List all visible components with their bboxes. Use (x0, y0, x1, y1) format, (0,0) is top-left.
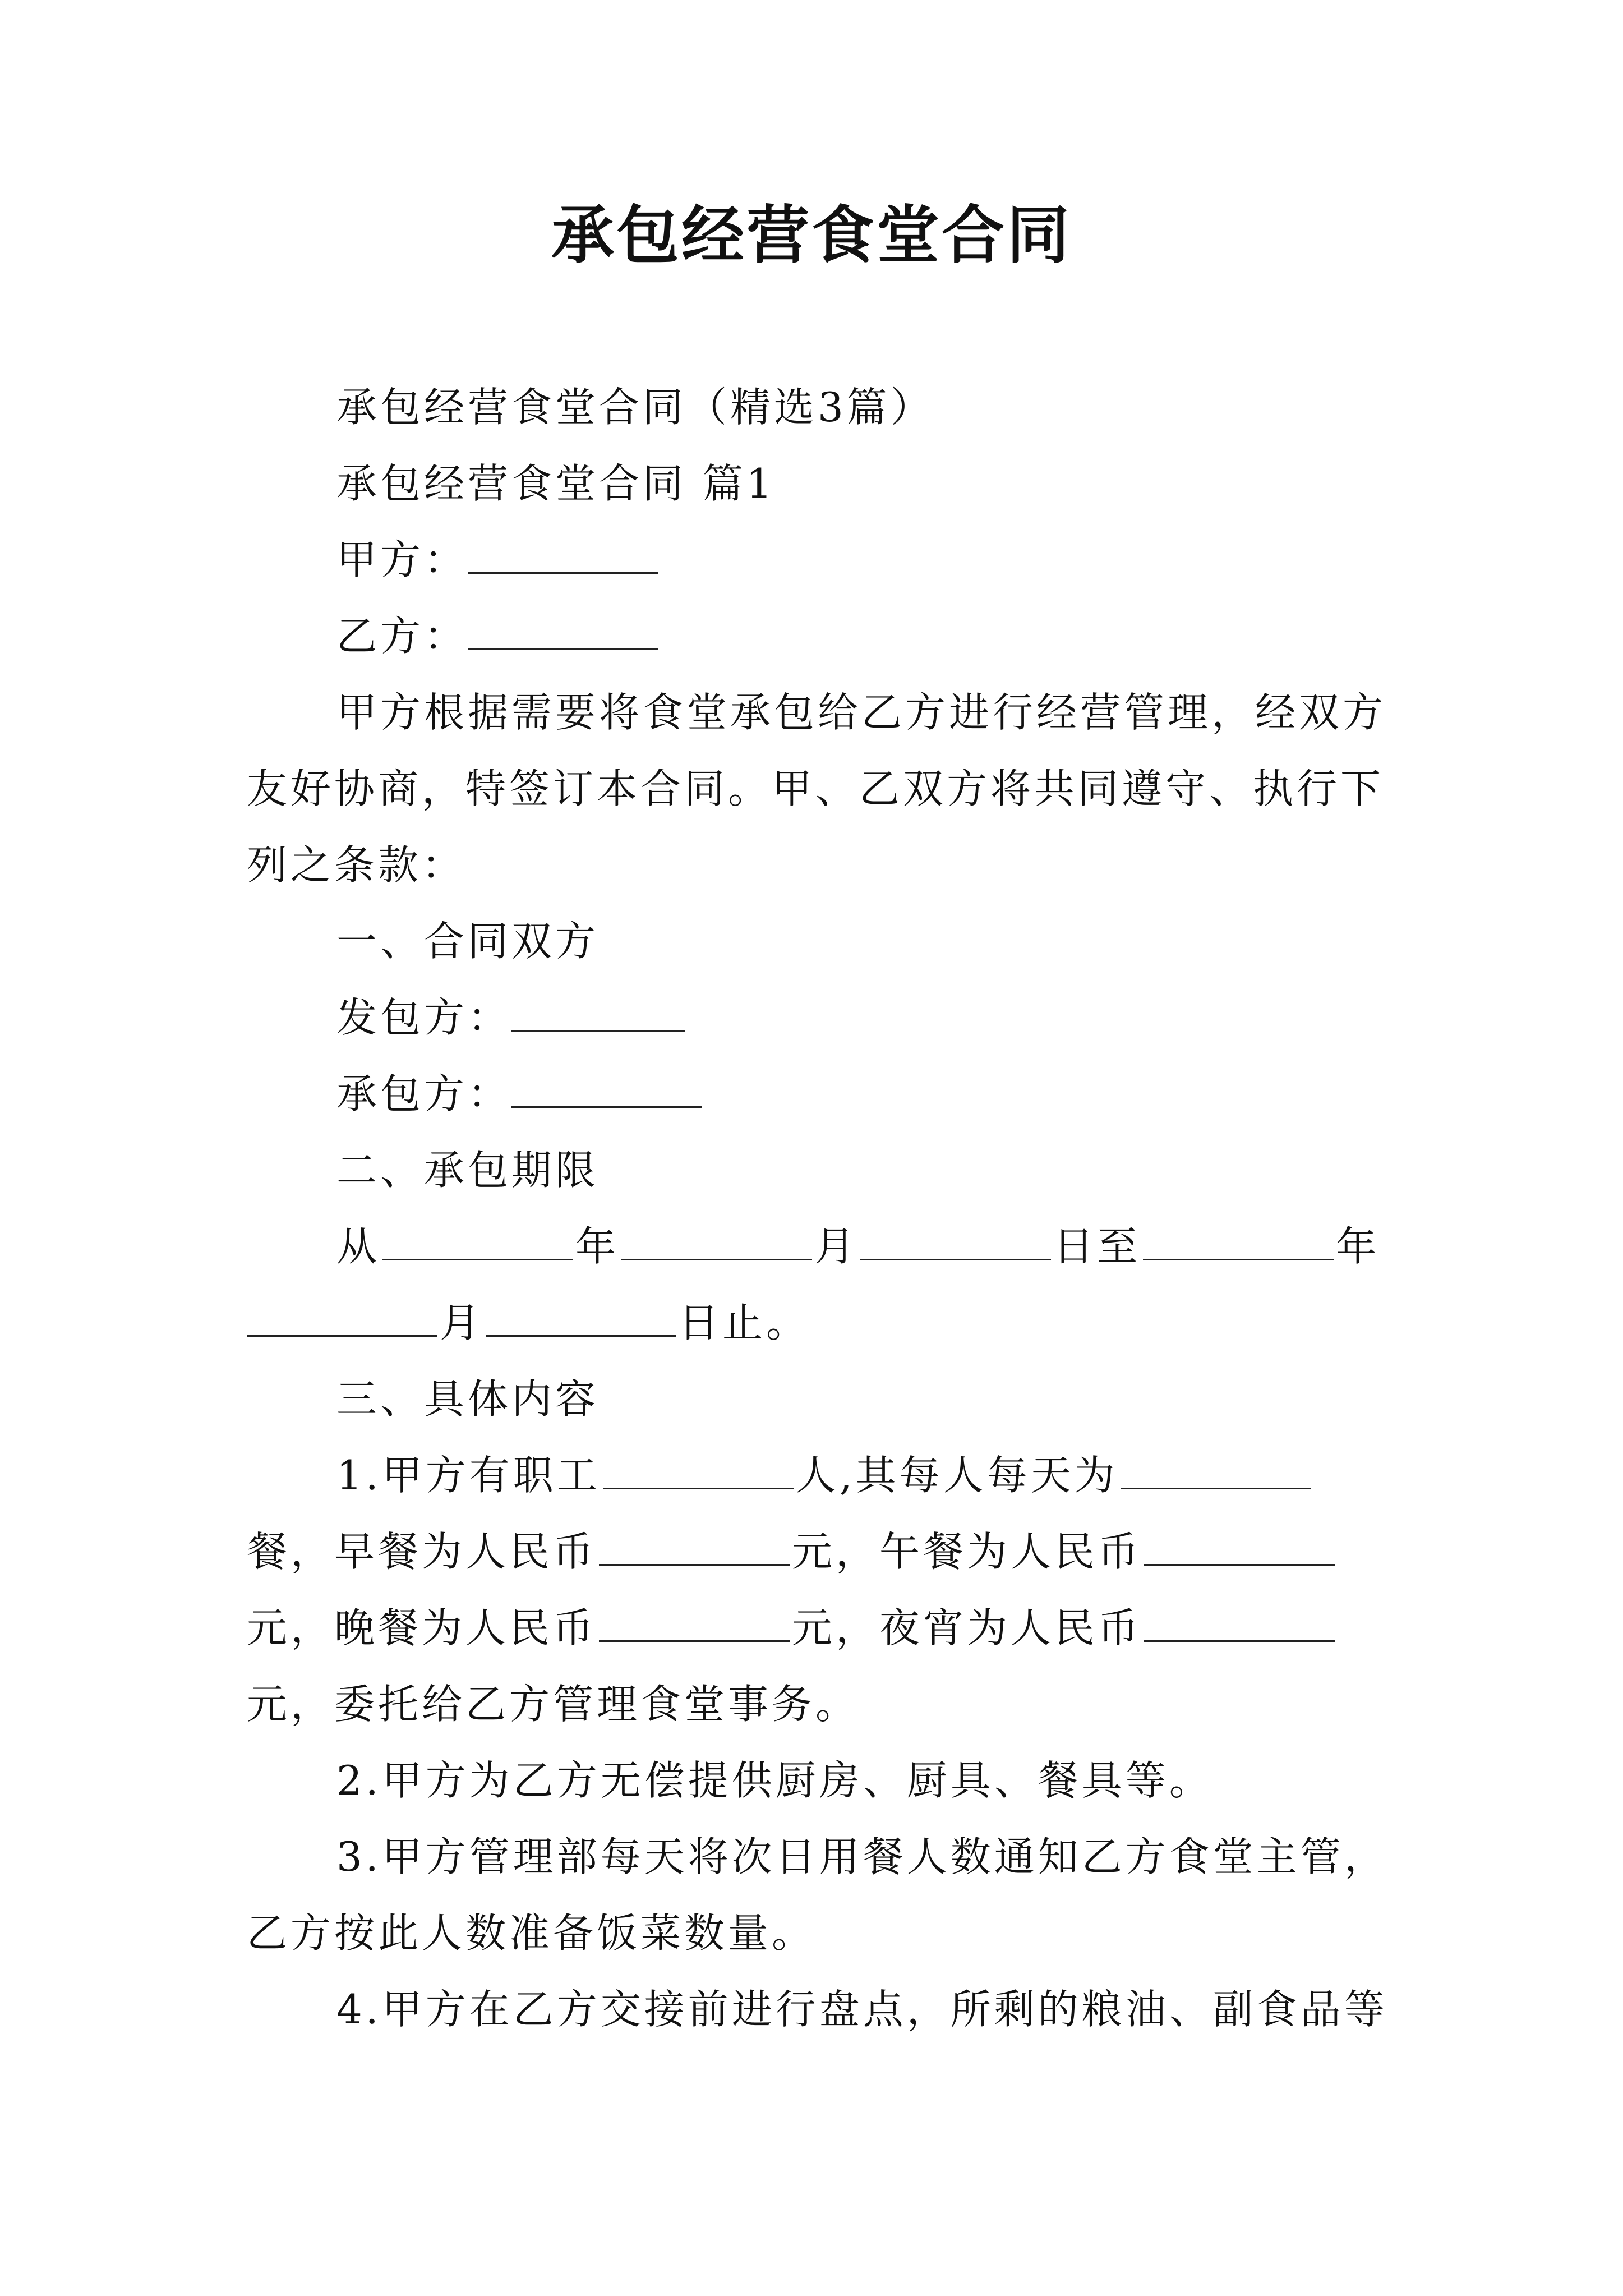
term-paragraph (247, 1208, 1391, 1361)
document-body (247, 369, 1391, 2047)
term-blank-month1 (621, 1258, 812, 1260)
item-1-f: 元，夜宵为人民币 (792, 1604, 1142, 1651)
term-year2: 年 (1336, 1223, 1380, 1270)
contractor-in-blank (511, 1106, 702, 1108)
item-1-d: 元，午餐为人民币 (792, 1528, 1142, 1575)
term-blank-year2 (1143, 1258, 1334, 1260)
term-blank-day1 (860, 1258, 1051, 1260)
item-1-paragraph (247, 1437, 1391, 1742)
term-blank-year1 (382, 1258, 573, 1260)
item-1-blank-supper (1144, 1640, 1335, 1642)
item-1-blank-staff (603, 1487, 794, 1489)
contractor-in-label: 承包方： (336, 1070, 512, 1117)
term-year1: 年 (575, 1223, 620, 1270)
term-month1: 月 (814, 1223, 859, 1270)
item-1-blank-lunch (1144, 1563, 1335, 1566)
section-3-heading: 三、具体内容 (336, 1375, 600, 1423)
contractor-in-line (247, 1056, 1391, 1132)
intro-paragraph: 甲方根据需要将食堂承包给乙方进行经营管理，经双方友好协商，特签订本合同。甲、乙双方将共同遵守、执行下列之条款： (247, 689, 1387, 889)
term-day-to: 日至 (1053, 1223, 1141, 1270)
contractor-out-line (247, 979, 1391, 1056)
item-3-paragraph: 3.甲方管理部每天将次日用餐人数通知乙方食堂主管，乙方按此人数准备饭菜数量。 (247, 1833, 1388, 1957)
term-day-end: 日止。 (679, 1299, 810, 1346)
contractor-out-blank (511, 1029, 685, 1032)
contractor-out-label: 发包方： (336, 994, 512, 1041)
term-blank-month2 (247, 1335, 437, 1337)
item-4-paragraph: 4.甲方在乙方交接前进行盘点，所剩的粮油、副食品等 (336, 1986, 1388, 2033)
party-a-blank (468, 572, 658, 574)
item-1-e: 元，晚餐为人民币 (247, 1604, 597, 1651)
party-b-blank (468, 648, 658, 650)
section-1-heading: 一、合同双方 (336, 918, 600, 965)
party-b-line (247, 598, 1391, 674)
item-1-c: 餐，早餐为人民币 (247, 1528, 597, 1575)
party-a-label: 甲方： (336, 536, 468, 583)
item-1-g: 元，委托给乙方管理食堂事务。 (247, 1681, 860, 1728)
term-from: 从 (336, 1223, 381, 1270)
term-blank-day2 (486, 1335, 676, 1337)
party-b-label: 乙方： (336, 613, 468, 660)
document-title: 承包经营食堂合同 (551, 199, 1072, 272)
section-2-heading: 二、承包期限 (336, 1147, 600, 1194)
party-a-line (247, 522, 1391, 598)
item-1-b: 人,其每人每天为 (795, 1452, 1118, 1499)
subtitle: 承包经营食堂合同（精选3篇） (336, 384, 934, 431)
item-1-blank-dinner (599, 1640, 790, 1642)
item-2-paragraph: 2.甲方为乙方无偿提供厨房、厨具、餐具等。 (336, 1757, 1213, 1804)
item-1-blank-meals (1121, 1487, 1311, 1489)
part-heading: 承包经营食堂合同 篇1 (336, 460, 776, 507)
term-month2: 月 (440, 1299, 484, 1346)
item-1-blank-breakfast (599, 1563, 790, 1566)
item-1-a: 1.甲方有职工 (336, 1452, 601, 1499)
